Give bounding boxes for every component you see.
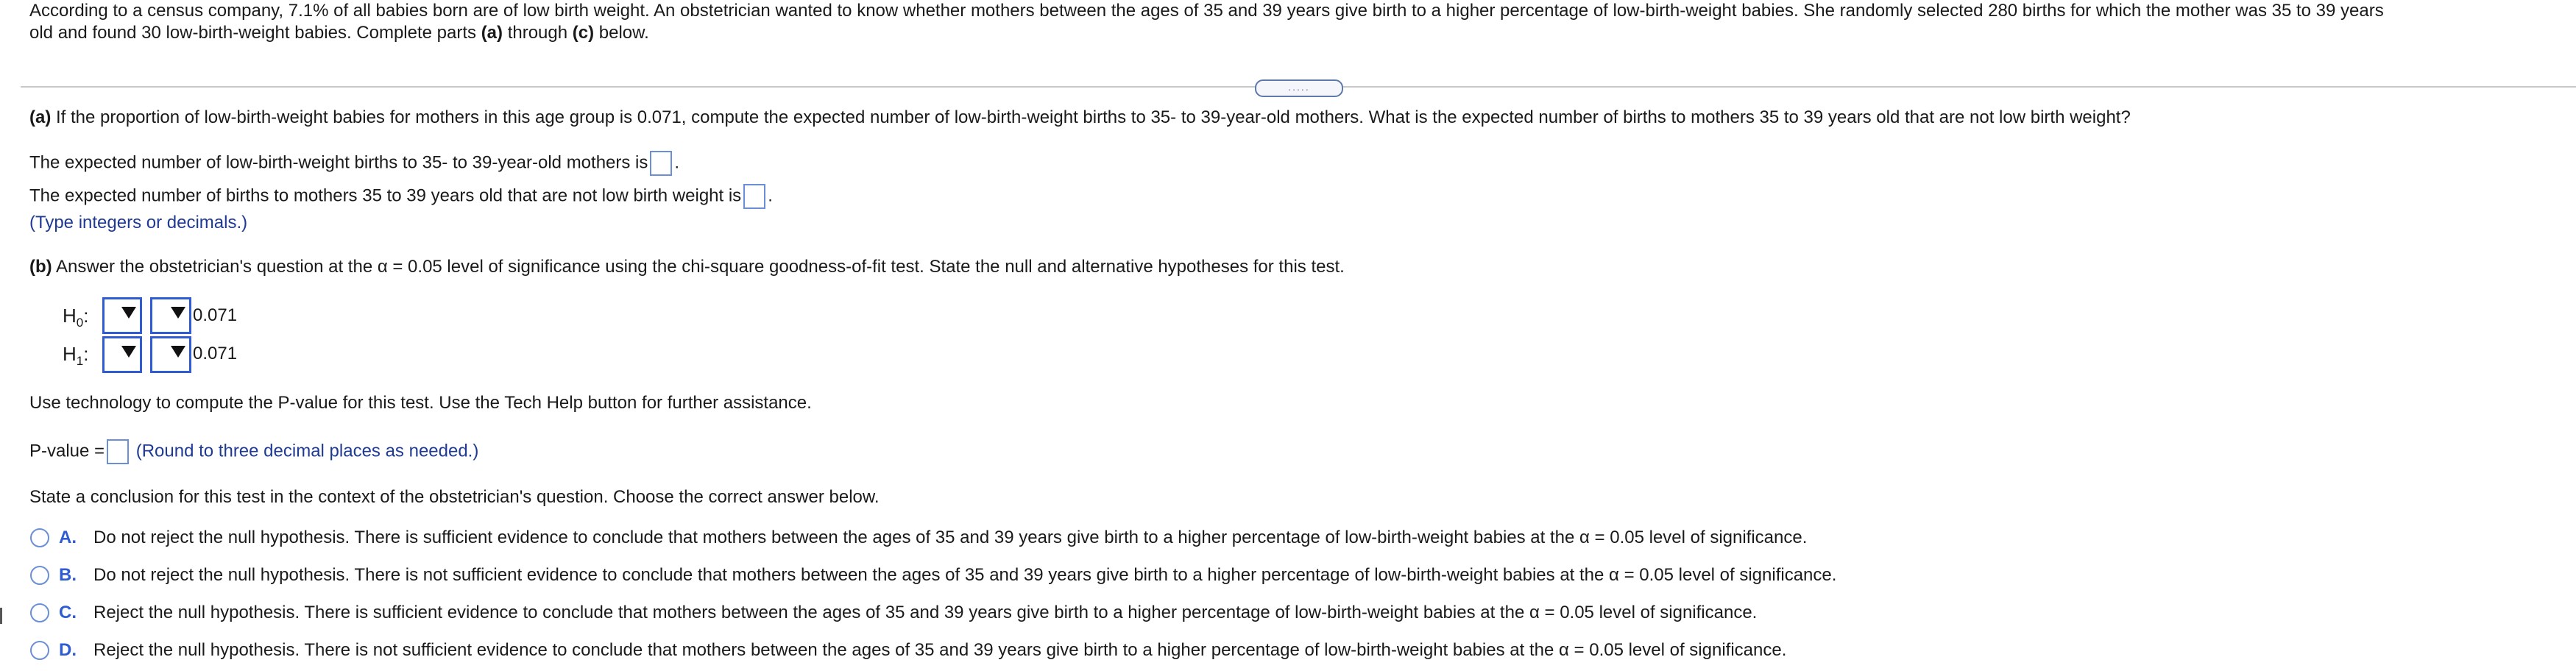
chevron-down-icon: [171, 346, 185, 358]
chevron-down-icon: [121, 307, 136, 319]
h0-subscript: 0: [76, 316, 84, 330]
pvalue-input[interactable]: [107, 439, 129, 464]
part-b-tag: (b): [29, 257, 52, 277]
expected-low-label: The expected number of low-birth-weight births to 35- to 39-year-old mothers is: [29, 152, 648, 173]
h1-letter: H: [63, 343, 77, 365]
option-c-letter: C.: [59, 603, 77, 622]
part-b-question-text-2: = 0.05 level of significance using the chi-square goodness-of-fit test. State the null and alternative hypotheses for this test.: [387, 257, 1345, 277]
option-d-letter: D.: [59, 640, 77, 660]
h1-operator-dropdown[interactable]: [150, 336, 191, 373]
h1-parameter-dropdown[interactable]: [102, 336, 142, 373]
problem-line-2-through: through: [503, 23, 573, 43]
problem-line-2-end: below.: [594, 23, 649, 43]
option-b-letter: B.: [59, 565, 77, 585]
part-a-ref: (a): [481, 23, 503, 43]
h0-label: $H_0$:: [63, 305, 89, 330]
tech-help-instruction: Use technology to compute the P-value for this test. Use the Tech Help button for further assistance.: [29, 393, 812, 413]
h0-parameter-dropdown[interactable]: [102, 297, 142, 334]
problem-line-2-text: old and found 30 low-birth-weight babies. Complete parts: [29, 23, 481, 43]
left-edge-handle: [0, 608, 2, 624]
option-c-radio[interactable]: [30, 603, 49, 622]
expected-not-low-line: The expected number of births to mothers 35 to 39 years old that are not low birth weight is .: [29, 184, 773, 209]
problem-line-1: According to a census company, 7.1% of all babies born are of low birth weight. An obstetrician wanted to know whether mothers between the ages of 35 and 39 years give birth to a higher percentage of low-birth-weight babies. She randomly selected 280 births for which the mother was 35 to 39 years: [29, 1, 2384, 21]
option-a-radio[interactable]: [30, 528, 49, 547]
part-a-hint: (Type integers or decimals.): [29, 213, 248, 232]
h1-label: $H_1$:: [63, 343, 89, 369]
expand-toggle-button[interactable]: .....: [1255, 79, 1343, 97]
pvalue-line: [29, 439, 478, 464]
expected-not-low-input[interactable]: [743, 184, 765, 209]
option-d-radio[interactable]: [30, 641, 49, 660]
chevron-down-icon: [121, 346, 136, 358]
pvalue-label: P-value =: [29, 441, 105, 461]
h1-subscript: 1: [76, 354, 84, 369]
option-a-text: Do not reject the null hypothesis. There is sufficient evidence to conclude that mothers between the ages of 35 and 39 years give birth to a higher percentage of low-birth-weight babies at the α = 0.05 level of significance.: [93, 528, 1808, 547]
part-b-question: [29, 256, 1345, 278]
h0-letter: H: [63, 305, 77, 327]
pvalue-hint: (Round to three decimal places as needed.): [135, 441, 479, 461]
conclusion-prompt: State a conclusion for this test in the context of the obstetrician's question. Choose the correct answer below.: [29, 487, 880, 507]
h0-operator-dropdown[interactable]: [150, 297, 191, 334]
expected-low-input[interactable]: [650, 151, 672, 176]
part-b-question-text: Answer the obstetrician's question at the: [52, 257, 378, 277]
part-a-question: [29, 107, 2131, 129]
expected-not-low-label: The expected number of births to mothers 35 to 39 years old that are not low birth weight is: [29, 185, 742, 206]
option-a-letter: A.: [59, 528, 77, 547]
problem-statement: [29, 0, 2384, 44]
option-b-text: Do not reject the null hypothesis. There is not sufficient evidence to conclude that mothers between the ages of 35 and 39 years give birth to a higher percentage of low-birth-weight babies at the α = 0.05 level of significance.: [93, 565, 1837, 585]
option-b-radio[interactable]: [30, 566, 49, 585]
part-c-ref: (c): [572, 23, 595, 43]
option-c-text: Reject the null hypothesis. There is sufficient evidence to conclude that mothers between the ages of 35 and 39 years give birth to a higher percentage of low-birth-weight babies at the α = 0.05 level of significance.: [93, 603, 1758, 622]
alpha-symbol: α: [377, 257, 388, 277]
h1-value: 0.071: [193, 344, 238, 363]
part-a-tag: (a): [29, 107, 52, 127]
part-a-question-text: If the proportion of low-birth-weight babies for mothers in this age group is 0.071, compute the expected number of low-birth-weight births to 35- to 39-year-old mothers. What is the expected number of births to mothers 35 to 39 years old that are not low birth weight?: [51, 107, 2131, 127]
problem-line-2: [29, 22, 2384, 44]
h0-value: 0.071: [193, 305, 238, 325]
chevron-down-icon: [171, 307, 185, 319]
option-d-text: Reject the null hypothesis. There is not sufficient evidence to conclude that mothers between the ages of 35 and 39 years give birth to a higher percentage of low-birth-weight babies at the α = 0.05 level of significance.: [93, 640, 1787, 660]
expected-low-line: The expected number of low-birth-weight births to 35- to 39-year-old mothers is .: [29, 151, 679, 176]
